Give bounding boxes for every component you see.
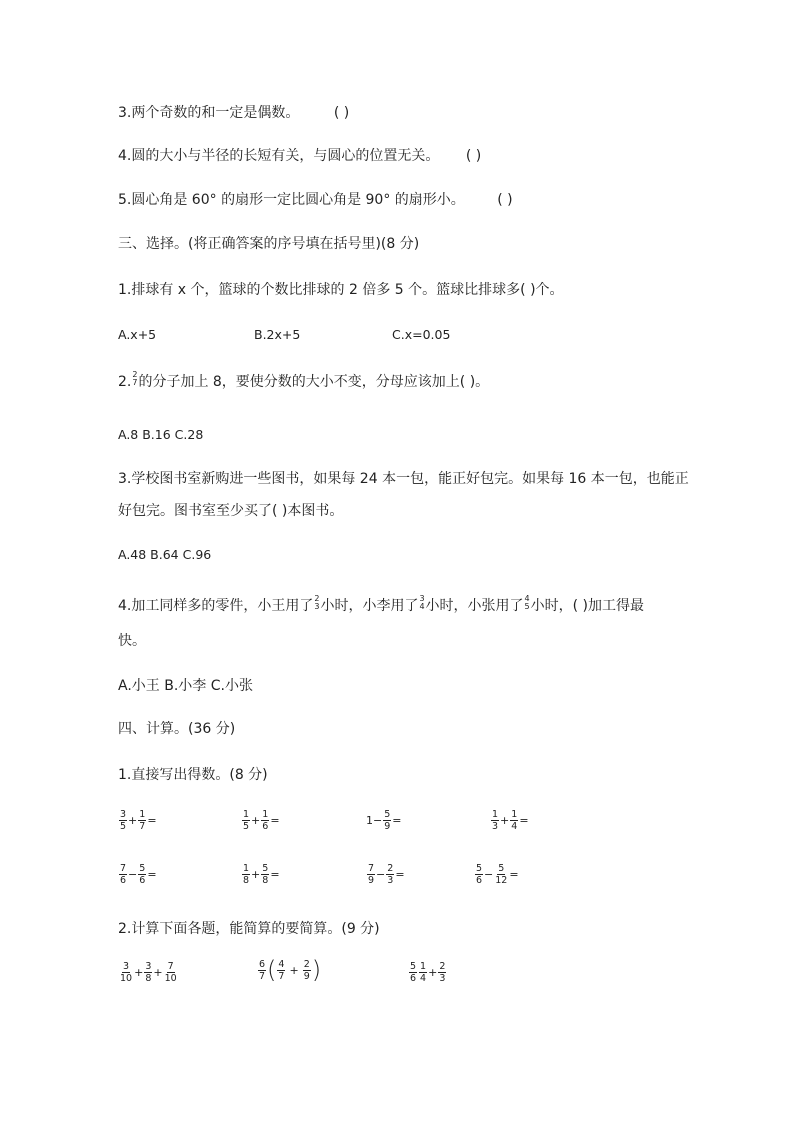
choice-q4-options[interactable]: A.小王 B.小李 C.小张 — [118, 678, 253, 694]
choice-q1-option-b[interactable]: B.2x+5 — [254, 327, 301, 342]
choice-q3-options[interactable]: A.48 B.64 C.96 — [118, 547, 212, 562]
mental-calc-item[interactable]: $\frac{1}{5}$ + $\frac{1}{6}$ = — [243, 809, 280, 832]
fraction: 3 4 — [419, 594, 425, 611]
mental-calc-item[interactable]: $\frac{7}{9}$ − $\frac{2}{3}$ = — [368, 863, 405, 886]
answer-paren[interactable]: ( ) — [497, 192, 513, 208]
question-number: 2. — [118, 374, 132, 390]
choice-q1-option-c[interactable]: C.x=0.05 — [392, 327, 451, 342]
choice-question-3-line1: 3.学校图书室新购进一些图书，如果每 24 本一包，能正好包完。如果每 16 本一包，也能正 — [118, 471, 689, 487]
mental-calc-item[interactable]: $\frac{1}{3}$ + $\frac{1}{4}$ = — [492, 809, 529, 832]
answer-paren[interactable]: ( ) — [333, 105, 350, 121]
calc-expression-3[interactable]: $\frac{5}{6}$ $\frac{1}{4}$ + $\frac{2}{3}$ — [410, 961, 446, 984]
calc-question-2-title: 2.计算下面各题，能简算的要简算。(9 分) — [118, 921, 380, 937]
fraction: 2 7 — [132, 370, 138, 387]
section-4-title: 四、计算。(36 分) — [118, 721, 236, 737]
question-text: 的分子加上 8，要使分数的大小不变，分母应该加上( )。 — [138, 374, 490, 390]
choice-question-1: 1.排球有 x 个，篮球的个数比排球的 2 倍多 5 个。篮球比排球多( )个。 — [118, 282, 564, 298]
tf-question-3 — [118, 104, 349, 122]
calc-expression-1[interactable]: $\frac{3}{10}$ + $\frac{3}{8}$ + $\frac{7}{10}$ — [120, 961, 177, 984]
tf-question-5-text: 5.圆心角是 60° 的扇形一定比圆心角是 90° 的扇形小。 — [118, 192, 465, 208]
mental-calc-item[interactable]: 1− $\frac{5}{9}$ = — [366, 809, 402, 832]
mental-calc-item[interactable]: $\frac{7}{6}$ − $\frac{5}{6}$ = — [120, 863, 157, 886]
calc-expression-2[interactable]: $\frac{6}{7}$ ( $\frac{4}{7}$ + $\frac{2}{9}$ ) — [259, 956, 322, 984]
tf-question-4 — [118, 147, 481, 165]
choice-question-4-line2: 快。 — [118, 633, 146, 649]
choice-question-2 — [118, 370, 490, 391]
choice-q2-options[interactable]: A.8 B.16 C.28 — [118, 427, 204, 442]
answer-paren[interactable]: ( ) — [465, 148, 482, 164]
mental-calc-item[interactable]: $\frac{5}{6}$ − $\frac{5}{12}$ = — [476, 863, 519, 886]
choice-question-3-line2: 好包完。图书室至少买了( )本图书。 — [118, 503, 344, 519]
fraction: 4 5 — [524, 594, 530, 611]
choice-q1-option-a[interactable]: A.x+5 — [118, 327, 157, 342]
calc-question-1-title: 1.直接写出得数。(8 分) — [118, 767, 268, 783]
section-3-title: 三、选择。(将正确答案的序号填在括号里)(8 分) — [118, 236, 420, 252]
mental-calc-item[interactable]: $\frac{1}{8}$ + $\frac{5}{8}$ = — [243, 863, 280, 886]
tf-question-4-text: 4.圆的大小与半径的长短有关，与圆心的位置无关。 — [118, 148, 440, 164]
choice-question-4-line1: 4.加工同样多的零件，小王用了 2 3 小时，小李用了 3 4 小时，小张用了 4 5 小时，( )加工得最 — [118, 594, 645, 614]
mental-calc-item[interactable]: $\frac{3}{5}$ + $\frac{1}{7}$ = — [120, 809, 157, 832]
fraction: 2 3 — [314, 594, 320, 611]
tf-question-3-text: 3.两个奇数的和一定是偶数。 — [118, 105, 300, 121]
tf-question-5 — [118, 191, 513, 209]
